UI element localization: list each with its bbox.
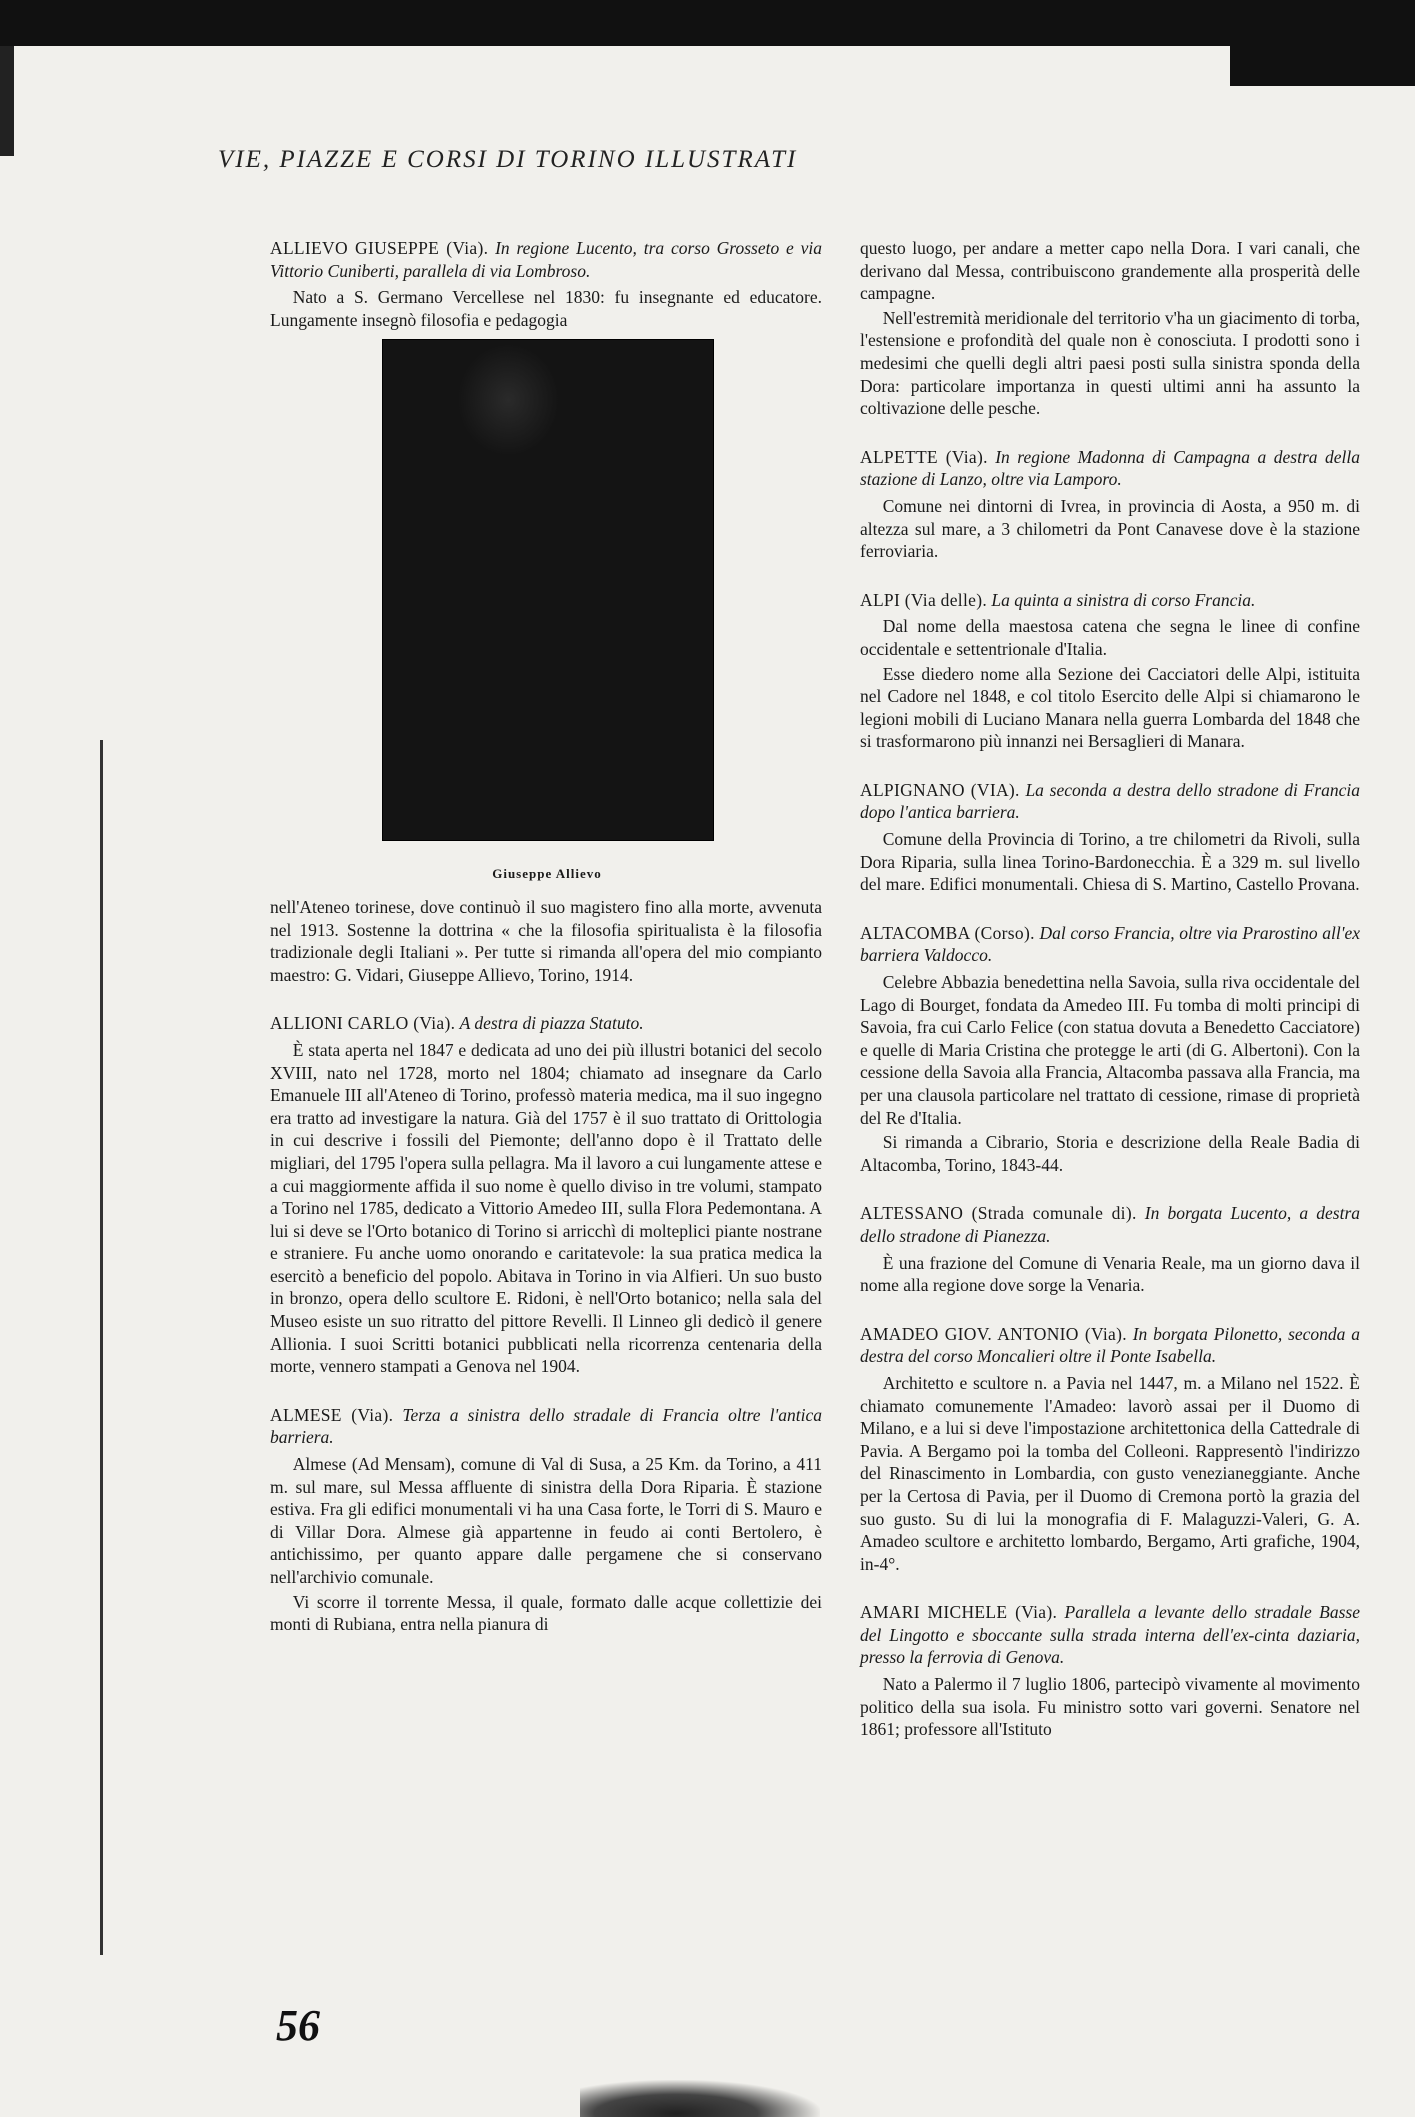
scan-top-border <box>0 0 1415 46</box>
entry-heading <box>270 1404 822 1449</box>
entry-paragraph: nell'Ateneo torinese, dove continuò il suo magistero fino alla morte, avvenuta nel 1913. Sostenne la dottrina « che la filosofia spiritualista è la filosofia tradizionale degli Italiani ». Per tutte si rimanda all'opera del mio compianto maestro: G. Vidari, Giuseppe Allievo, Torino, 1914. <box>270 896 822 985</box>
entry-altessano <box>860 1202 1360 1296</box>
entry-amari <box>860 1601 1360 1741</box>
entry-headword: ALTACOMBA (Corso). <box>860 922 1035 943</box>
running-head: VIE, PIAZZE E CORSI DI TORINO ILLUSTRATI <box>218 146 798 173</box>
entry-heading <box>860 1202 1360 1247</box>
entry-heading <box>860 922 1360 967</box>
entry-location: In regione Madonna di Campagna a destra della stazione di Lanzo, oltre via Lamporo. <box>860 446 1360 490</box>
entry-paragraph: Dal nome della maestosa catena che segna le linee di confine occidentale e settentrionale d'Italia. <box>860 616 1360 659</box>
entry-location: Dal corso Francia, oltre via Prarostino all'ex barriera Valdocco. <box>860 922 1361 966</box>
portrait-caption: Giuseppe Allievo <box>492 866 602 882</box>
entry-paragraph: Si rimanda a Cibrario, Storia e descrizione della Reale Badia di Altacomba, Torino, 1843-44. <box>860 1132 1360 1175</box>
entry-almese-continued <box>860 237 1360 420</box>
entry-allioni <box>270 1012 822 1378</box>
entry-heading <box>270 1012 822 1035</box>
entry-headword: ALPETTE (Via). <box>860 446 988 467</box>
entry-paragraph: Vi scorre il torrente Messa, il quale, formato dalle acque collettizie dei monti di Rubiana, entra nella pianura di <box>270 1591 822 1635</box>
entry-amadeo <box>860 1323 1360 1576</box>
entry-heading <box>860 589 1360 612</box>
scan-left-edge <box>0 46 14 156</box>
entry-heading <box>860 446 1360 491</box>
entry-paragraph: Nato a Palermo il 7 luglio 1806, partecipò vivamente al movimento politico della sua isola. Fu ministro sotto vari governi. Senatore nel 1861; professore all'Istituto <box>860 1674 1360 1740</box>
entry-paragraph: Nato a S. Germano Vercellese nel 1830: fu insegnante ed educatore. Lungamente insegnò filosofia e pedagogia <box>270 287 822 330</box>
entry-alpignano <box>860 779 1360 896</box>
entry-headword: ALPIGNANO (VIA). <box>860 779 1020 800</box>
scan-bottom-smudge <box>580 2080 820 2117</box>
entry-headword: ALLIONI CARLO (Via). <box>270 1013 456 1034</box>
entry-altacomba <box>860 922 1360 1177</box>
entry-paragraph: È stata aperta nel 1847 e dedicata ad uno dei più illustri botanici del secolo XVIII, nato nel 1728, morto nel 1804; chiamato ad insegnare da Carlo Emanuele III all'Ateneo di Torino, professò materia medica, ma il suo ingegno era tratto ad investigare la natura. Già del 1757 è il suo trattato di Orittologia in cui descrive i fossili del Piemonte; dell'anno dopo è il Trattato delle migliari, del 1795 l'opera sulla pellagra. Ma il lavoro a cui lungamente attese e a cui maggiormente affida il suo nome è quello diviso in tre volumi, stampato a Torino nel 1785, dedicato a Vittorio Amedeo III, sulla Flora Pedemontana. A lui si deve se l'Orto botanico di Torino si arricchì di molteplici piante nostrane e straniere. Fu anche uomo onorando e caritatevole: la sua pratica medica la esercitò a beneficio del popolo. Abitava in Torino in via Alfieri. Un suo busto in bronzo, opera dello scultore E. Ridoni, è nell'Orto botanico; nella sala del Museo esiste un suo ritratto del pittore Revelli. Il Linneo gli dedicò il genere Allionia. I suoi Scritti botanici pubblicati nella ricorrenza centenaria della morte, vennero stampati a Genova nel 1904. <box>270 1039 822 1377</box>
entry-heading <box>860 1601 1360 1669</box>
scan-top-notch <box>1230 46 1415 86</box>
entry-almese <box>270 1404 822 1636</box>
entry-paragraph: Esse diedero nome alla Sezione dei Cacciatori delle Alpi, istituita nel Cadore nel 1848, e col titolo Esercito delle Alpi si chiamarono le legioni mobili di Luciano Manara nella guerra Lombarda del 1848 che si trasformarono più innanzi nei Bersaglieri di Manara. <box>860 663 1360 752</box>
entry-paragraph: Architetto e scultore n. a Pavia nel 1447, m. a Milano nel 1522. È chiamato comunemente l'Amadeo: lavorò assai per il Duomo di Milano, e a lui si deve l'impostazione architettonica della Cattedrale di Pavia. A Bergamo poi la tomba del Colleoni. Rappresentò l'indirizzo del Rinascimento in Lombardia, con gusto venezianeggiante. Anche per la Certosa di Pavia, per il Duomo di Cremona portò la grazia del suo gusto. Su di lui la monografia di F. Malaguzzi-Valeri, G. A. Amadeo scultore e architetto lombardo, Bergamo, Arti grafiche, 1904, in-4°. <box>860 1372 1360 1574</box>
entry-headword: AMARI MICHELE (Via). <box>860 1602 1058 1623</box>
entry-paragraph: questo luogo, per andare a metter capo nella Dora. I vari canali, che derivano dal Messa, contribuiscono grandemente alla prosperità delle campagne. <box>860 238 1360 304</box>
entry-paragraph: Celebre Abbazia benedettina nella Savoia, sulla riva occidentale del Lago di Bourget, fondata da Amedeo III. Fu tomba di molti principi di Savoia, fra cui Carlo Felice (con statua dovuta a Benedetto Cacciatore) e quelle di Maria Cristina che protegge le arti (di G. Albertoni). Con la cessione della Savoia alla Francia, Altacomba passava alla Francia, ma per una clausola particolare nel trattato di cessione, rimase di proprietà del Re d'Italia. <box>860 972 1360 1128</box>
entry-location: In regione Lucento, tra corso Grosseto e via Vittorio Cuniberti, parallela di via Lombroso. <box>270 238 822 281</box>
entry-headword: ALPI (Via delle). <box>860 589 987 610</box>
entry-heading <box>860 1323 1360 1368</box>
entry-heading <box>860 779 1360 824</box>
entry-location: In borgata Lucento, a destra dello stradone di Pianezza. <box>860 1203 1361 1246</box>
entry-location: La seconda a destra dello stradone di Francia dopo l'antica barriera. <box>860 779 1361 823</box>
entry-alpi <box>860 589 1360 753</box>
entry-location: La quinta a sinistra di corso Francia. <box>991 589 1256 610</box>
entry-location: In borgata Pilonetto, seconda a destra del corso Moncalieri oltre il Ponte Isabella. <box>860 1323 1360 1367</box>
entry-alpette <box>860 446 1360 563</box>
entry-headword: ALMESE (Via). <box>270 1404 394 1425</box>
entry-headword: ALLIEVO GIUSEPPE (Via). <box>270 238 489 258</box>
entry-allievo <box>270 237 822 986</box>
portrait-figure <box>382 339 712 886</box>
left-column <box>270 237 822 1662</box>
margin-rule <box>100 740 103 1955</box>
entry-heading <box>270 237 822 282</box>
entry-location: Terza a sinistra dello stradale di Francia oltre l'antica barriera. <box>270 1404 823 1448</box>
entry-location: A destra di piazza Statuto. <box>459 1013 644 1034</box>
entry-paragraph: È una frazione del Comune di Venaria Reale, ma un giorno dava il nome alla regione dove sorge la Venaria. <box>860 1252 1360 1296</box>
right-column <box>860 237 1360 1767</box>
entry-headword: ALTESSANO (Strada comunale di). <box>860 1203 1137 1224</box>
entry-paragraph: Comune della Provincia di Torino, a tre chilometri da Rivoli, sulla Dora Riparia, sulla linea Torino-Bardonecchia. È a 329 m. sul livello del mare. Edifici monumentali. Chiesa di S. Martino, Castello Provana. <box>860 829 1360 895</box>
entry-paragraph: Almese (Ad Mensam), comune di Val di Susa, a 25 Km. da Torino, a 411 m. sul mare, sul Messa affluente di sinistra della Dora Riparia. È stazione estiva. Fra gli edifici monumentali vi ha una Casa forte, le Torri di S. Mauro e di Villar Dora. Almese già appartenne in feudo ai conti Bertolero, è antichissimo, per quanto appare dalle pergamene che si conservano nell'archivio comunale. <box>270 1454 822 1587</box>
entry-paragraph: Nell'estremità meridionale del territorio v'ha un giacimento di torba, l'estensione e profondità del quale non è conosciuta. I prodotti sono i medesimi che quelli degli altri paesi posti sulla sinistra sponda della Dora: particolare importanza in questi ultimi anni ha assunto la coltivazione delle pesche. <box>860 307 1360 419</box>
page-number: 56 <box>276 2001 320 2050</box>
portrait-photo <box>382 339 714 841</box>
entry-paragraph: Comune nei dintorni di Ivrea, in provincia di Aosta, a 950 m. di altezza sul mare, a 3 chilometri da Pont Canavese dove è la stazione ferroviaria. <box>860 495 1360 562</box>
entry-headword: AMADEO GIOV. ANTONIO (Via). <box>860 1323 1127 1344</box>
entry-location: Parallela a levante dello stradale Basse del Lingotto e sboccante sulla strada interna dell'ex-cinta daziaria, presso la ferrovia di Genova. <box>860 1602 1361 1668</box>
